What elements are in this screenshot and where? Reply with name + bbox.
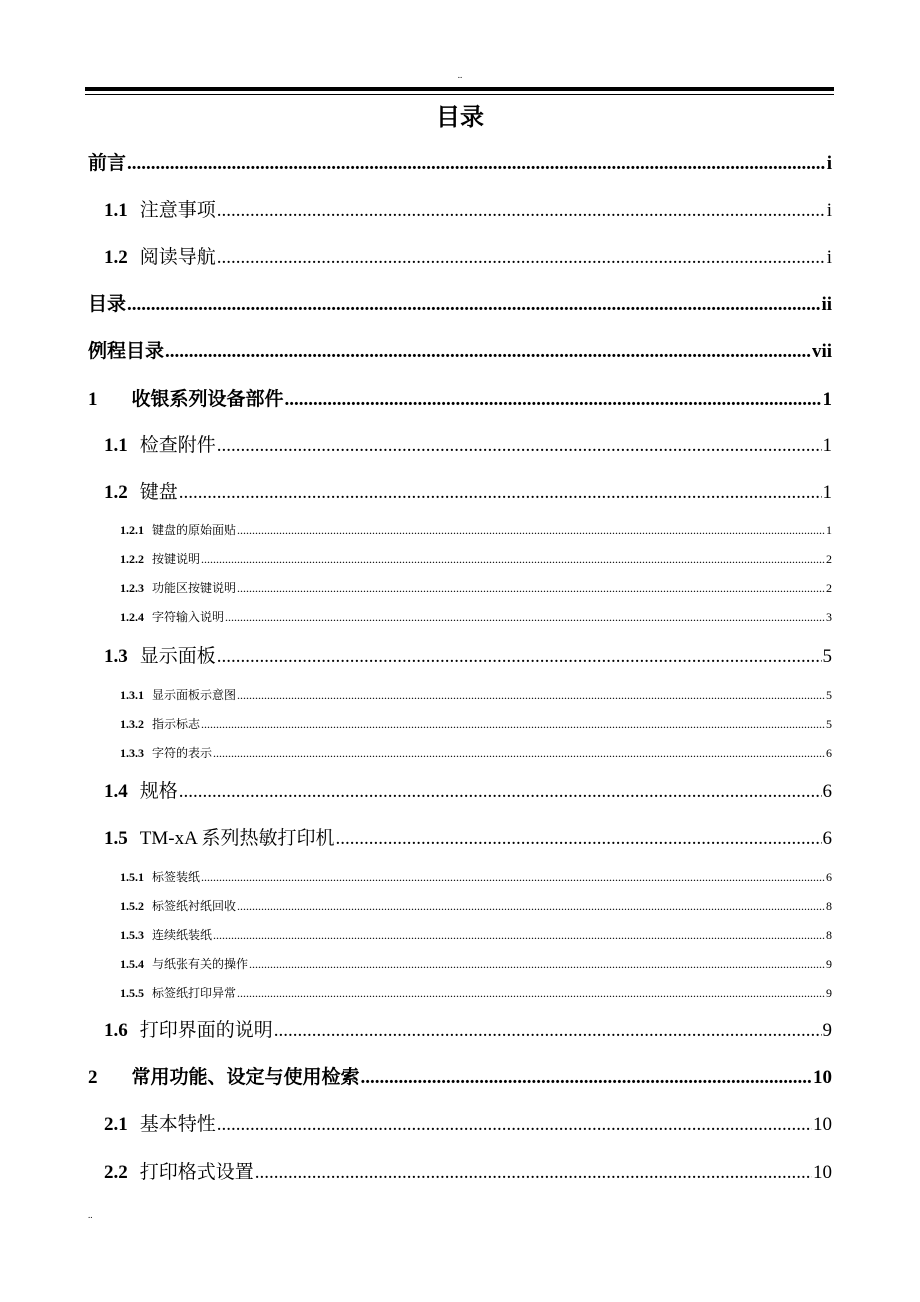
toc-entry-number: 1.5.3 <box>120 928 144 942</box>
toc-entry-label: 例程目录 <box>88 341 165 362</box>
toc-entry-page: 1 <box>822 482 832 503</box>
header-marker: .. <box>457 70 463 80</box>
toc-entry-page: 10 <box>813 1162 832 1183</box>
toc-entry-page: ii <box>821 294 832 315</box>
toc-entry[interactable] <box>88 151 832 177</box>
toc-dot-leader <box>179 480 822 506</box>
toc-entry-page: i <box>826 200 832 221</box>
toc-entry-label: 常用功能、设定与使用检索 <box>131 1067 360 1088</box>
toc-entry[interactable] <box>120 984 832 1002</box>
toc-dot-leader <box>217 433 822 459</box>
toc-entry-number: 1.5.1 <box>120 870 144 884</box>
toc-entry-page: i <box>826 153 832 174</box>
toc-entry-page: 1 <box>822 435 832 456</box>
toc-entry-page: 5 <box>822 646 832 667</box>
toc-entry-page: 5 <box>826 717 832 731</box>
toc-entry-page: 3 <box>826 610 832 624</box>
toc-entry-page: 2 <box>826 552 832 566</box>
toc-entry-number: 1.5 <box>104 828 128 849</box>
toc-entry-label: 字符的表示 <box>152 746 213 760</box>
toc-title: 目录 <box>436 105 484 131</box>
toc-entry-page: 2 <box>826 581 832 595</box>
toc-dot-leader <box>201 868 825 886</box>
toc-entry-page: 9 <box>826 957 832 971</box>
toc-dot-leader <box>165 339 811 365</box>
toc-dot-leader <box>217 644 822 670</box>
toc-entry[interactable] <box>104 1018 832 1044</box>
toc-entry-label: 检查附件 <box>139 435 216 456</box>
toc-dot-leader <box>217 245 826 271</box>
toc-entry-page: 6 <box>822 828 832 849</box>
toc-dot-leader <box>237 579 825 597</box>
toc-entry-label: 显示面板 <box>139 646 216 667</box>
toc-entry-page: 6 <box>826 870 832 884</box>
toc-dot-leader <box>127 292 820 318</box>
toc-entry-number: 1.2.4 <box>120 610 144 624</box>
toc-entry[interactable] <box>104 1160 832 1186</box>
toc-entry-page: 8 <box>826 899 832 913</box>
toc-entry[interactable] <box>104 779 832 805</box>
toc-dot-leader <box>285 387 822 413</box>
toc-entry-label: 字符输入说明 <box>152 610 225 624</box>
toc-entry-number: 1.3.2 <box>120 717 144 731</box>
toc-entry[interactable] <box>120 579 832 597</box>
toc-dot-leader <box>179 779 822 805</box>
toc-entry-page: 5 <box>826 688 832 702</box>
toc-entry-label: 显示面板示意图 <box>152 688 237 702</box>
toc-entry-number: 1.5.2 <box>120 899 144 913</box>
toc-entry-label: 收银系列设备部件 <box>131 389 284 410</box>
toc-entry[interactable] <box>104 826 832 852</box>
toc-entry-label: 键盘 <box>139 482 178 503</box>
toc-entry-page: 6 <box>826 746 832 760</box>
toc-entry[interactable] <box>88 1065 832 1091</box>
toc-entry-number: 1.2 <box>104 247 128 268</box>
toc-dot-leader <box>213 926 825 944</box>
toc-entry-label: 基本特性 <box>139 1114 216 1135</box>
toc-entry[interactable] <box>120 868 832 886</box>
toc-entry[interactable] <box>104 1112 832 1138</box>
toc-entry-page: 10 <box>813 1114 832 1135</box>
toc-entry-number: 1.2.2 <box>120 552 144 566</box>
toc-entry-number: 1.2.3 <box>120 581 144 595</box>
toc-entry-page: vii <box>811 341 832 362</box>
toc-entry[interactable] <box>120 715 832 733</box>
toc-entry-label: 前言 <box>88 153 127 174</box>
toc-entry-number: 1.4 <box>104 781 128 802</box>
toc-entry-number: 1.2.1 <box>120 523 144 537</box>
toc-dot-leader <box>237 984 825 1002</box>
toc-dot-leader <box>213 744 825 762</box>
toc-entry[interactable] <box>120 550 832 568</box>
toc-entry-number: 1.2 <box>104 482 128 503</box>
toc-entry[interactable] <box>104 480 832 506</box>
toc-entry[interactable] <box>88 339 832 365</box>
toc-entry[interactable] <box>104 433 832 459</box>
toc-entry-page: 1 <box>826 523 832 537</box>
toc-entry-page: 9 <box>822 1020 832 1041</box>
toc-dot-leader <box>274 1018 822 1044</box>
toc-dot-leader <box>237 521 825 539</box>
toc-entry[interactable] <box>120 926 832 944</box>
toc-dot-leader <box>217 1112 812 1138</box>
toc-dot-leader <box>225 608 825 626</box>
toc-dot-leader <box>217 198 826 224</box>
toc-dot-leader <box>249 955 825 973</box>
toc-entry-page: 10 <box>813 1067 832 1088</box>
toc-entry-label: 连续纸装纸 <box>152 928 213 942</box>
toc-entry-number: 2.2 <box>104 1162 128 1183</box>
toc-entry-page: 6 <box>822 781 832 802</box>
toc-entry-number: 1.3 <box>104 646 128 667</box>
toc-entry-number: 1.1 <box>104 200 128 221</box>
toc-entry-number: 1.6 <box>104 1020 128 1041</box>
toc-entry-page: 8 <box>826 928 832 942</box>
toc-entry[interactable] <box>120 955 832 973</box>
toc-entry-number: 1.5.4 <box>120 957 144 971</box>
toc-entry-page: 1 <box>822 389 832 410</box>
toc-entry-label: 打印格式设置 <box>139 1162 254 1183</box>
toc-entry-label: 规格 <box>139 781 178 802</box>
toc-dot-leader <box>127 151 826 177</box>
toc-entry-label: 注意事项 <box>139 200 216 221</box>
toc-entry[interactable] <box>88 387 832 413</box>
toc-entry-number: 1.5.5 <box>120 986 144 1000</box>
toc-entry[interactable] <box>120 608 832 626</box>
toc-dot-leader <box>255 1160 812 1186</box>
toc-entry-label: 标签装纸 <box>152 870 201 884</box>
toc-entry[interactable] <box>120 686 832 704</box>
toc-entry-number: 2 <box>88 1067 98 1088</box>
toc-entry-number: 1 <box>88 389 98 410</box>
toc-entry[interactable] <box>104 198 832 224</box>
footer-marker: .. <box>88 1210 93 1220</box>
toc-entry-label: 打印界面的说明 <box>139 1020 273 1041</box>
toc-entry-number: 2.1 <box>104 1114 128 1135</box>
toc-entry-number: 1.1 <box>104 435 128 456</box>
toc-entry-label: 标签纸打印异常 <box>152 986 237 1000</box>
toc-entry-label: 指示标志 <box>152 717 201 731</box>
toc-dot-leader <box>237 897 825 915</box>
toc-entry-label: 目录 <box>88 294 127 315</box>
toc-entry-page: 9 <box>826 986 832 1000</box>
toc-entry-label: 阅读导航 <box>139 247 216 268</box>
toc-entry-label: 按键说明 <box>152 552 201 566</box>
toc-entry-label: 功能区按键说明 <box>152 581 237 595</box>
toc-entry[interactable] <box>120 897 832 915</box>
toc-entry-page: i <box>826 247 832 268</box>
toc-dot-leader <box>237 686 825 704</box>
toc-entry-label: 与纸张有关的操作 <box>152 957 249 971</box>
toc-entry-label: 标签纸衬纸回收 <box>152 899 237 913</box>
toc-dot-leader <box>201 715 825 733</box>
toc-dot-leader <box>336 826 822 852</box>
toc-entry[interactable] <box>120 744 832 762</box>
toc-entry-number: 1.3.3 <box>120 746 144 760</box>
toc-entry[interactable] <box>104 245 832 271</box>
toc-entry-label: 键盘的原始面贴 <box>152 523 237 537</box>
toc-dot-leader <box>201 550 825 568</box>
toc-dot-leader <box>361 1065 812 1091</box>
toc-entry[interactable] <box>104 644 832 670</box>
toc-entry[interactable] <box>120 521 832 539</box>
toc-entry-label: TM-xA 系列热敏打印机 <box>139 828 335 849</box>
toc-entry[interactable] <box>88 292 832 318</box>
toc-entry-number: 1.3.1 <box>120 688 144 702</box>
